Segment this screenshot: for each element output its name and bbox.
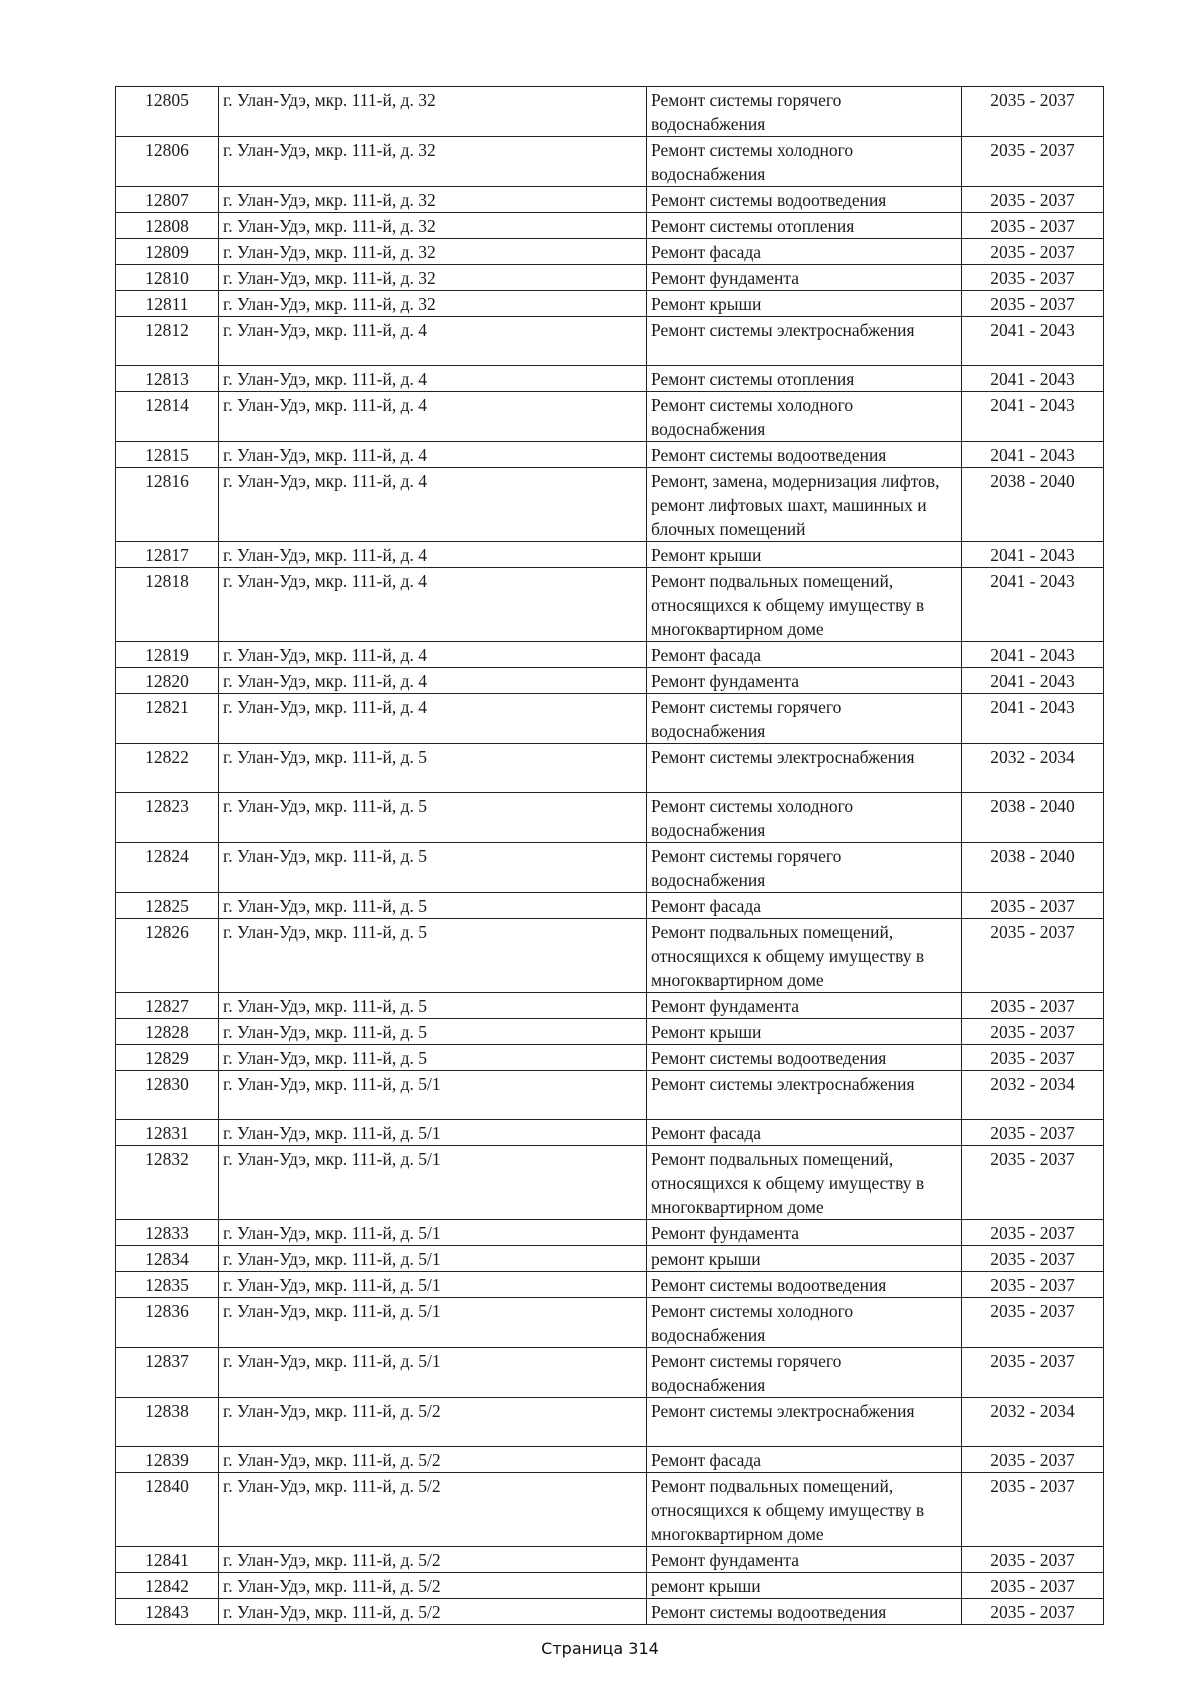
table-row	[116, 993, 1104, 1019]
row-number-cell: 12815	[116, 442, 219, 468]
address-cell: г. Улан-Удэ, мкр. 111-й, д. 5/2	[219, 1447, 647, 1473]
address-cell: г. Улан-Удэ, мкр. 111-й, д. 5/1	[219, 1071, 647, 1120]
table-row	[116, 668, 1104, 694]
address-cell: г. Улан-Удэ, мкр. 111-й, д. 5/1	[219, 1348, 647, 1398]
work-type-cell: Ремонт системы горячего водоснабжения	[647, 87, 962, 137]
period-cell: 2035 - 2037	[962, 1547, 1104, 1573]
period-cell: 2035 - 2037	[962, 87, 1104, 137]
table-row	[116, 291, 1104, 317]
work-type-cell: Ремонт, замена, модернизация лифтов, ремонт лифтовых шахт, машинных и блочных помещений	[647, 468, 962, 542]
address-cell: г. Улан-Удэ, мкр. 111-й, д. 32	[219, 291, 647, 317]
row-number-cell: 12816	[116, 468, 219, 542]
period-cell: 2035 - 2037	[962, 213, 1104, 239]
work-type-cell: Ремонт фундамента	[647, 265, 962, 291]
address-cell: г. Улан-Удэ, мкр. 111-й, д. 5	[219, 793, 647, 843]
table-row	[116, 265, 1104, 291]
address-cell: г. Улан-Удэ, мкр. 111-й, д. 5/2	[219, 1398, 647, 1447]
table-row	[116, 442, 1104, 468]
period-cell: 2035 - 2037	[962, 1348, 1104, 1398]
work-type-cell: Ремонт системы холодного водоснабжения	[647, 137, 962, 187]
table-row	[116, 1398, 1104, 1447]
work-type-cell: Ремонт крыши	[647, 1019, 962, 1045]
period-cell: 2032 - 2034	[962, 744, 1104, 793]
address-cell: г. Улан-Удэ, мкр. 111-й, д. 4	[219, 317, 647, 366]
address-cell: г. Улан-Удэ, мкр. 111-й, д. 5/1	[219, 1272, 647, 1298]
period-cell: 2035 - 2037	[962, 1473, 1104, 1547]
work-type-cell: Ремонт системы электроснабжения	[647, 1398, 962, 1447]
row-number-cell: 12805	[116, 87, 219, 137]
table-row	[116, 1473, 1104, 1547]
table-row	[116, 1120, 1104, 1146]
address-cell: г. Улан-Удэ, мкр. 111-й, д. 4	[219, 642, 647, 668]
period-cell: 2041 - 2043	[962, 442, 1104, 468]
table-row	[116, 1547, 1104, 1573]
table-row	[116, 1447, 1104, 1473]
work-type-cell: Ремонт системы водоотведения	[647, 1045, 962, 1071]
work-type-cell: Ремонт системы водоотведения	[647, 1599, 962, 1625]
period-cell: 2035 - 2037	[962, 265, 1104, 291]
period-cell: 2035 - 2037	[962, 187, 1104, 213]
row-number-cell: 12806	[116, 137, 219, 187]
address-cell: г. Улан-Удэ, мкр. 111-й, д. 32	[219, 213, 647, 239]
period-cell: 2041 - 2043	[962, 668, 1104, 694]
work-type-cell: Ремонт фасада	[647, 893, 962, 919]
work-type-cell: Ремонт системы электроснабжения	[647, 1071, 962, 1120]
row-number-cell: 12829	[116, 1045, 219, 1071]
row-number-cell: 12831	[116, 1120, 219, 1146]
row-number-cell: 12842	[116, 1573, 219, 1599]
period-cell: 2035 - 2037	[962, 1298, 1104, 1348]
address-cell: г. Улан-Удэ, мкр. 111-й, д. 5/2	[219, 1599, 647, 1625]
row-number-cell: 12813	[116, 366, 219, 392]
table-row	[116, 744, 1104, 793]
row-number-cell: 12843	[116, 1599, 219, 1625]
table-row	[116, 468, 1104, 542]
address-cell: г. Улан-Удэ, мкр. 111-й, д. 5	[219, 843, 647, 893]
address-cell: г. Улан-Удэ, мкр. 111-й, д. 5/1	[219, 1120, 647, 1146]
row-number-cell: 12832	[116, 1146, 219, 1220]
row-number-cell: 12827	[116, 993, 219, 1019]
period-cell: 2035 - 2037	[962, 1045, 1104, 1071]
period-cell: 2035 - 2037	[962, 993, 1104, 1019]
row-number-cell: 12812	[116, 317, 219, 366]
address-cell: г. Улан-Удэ, мкр. 111-й, д. 5/1	[219, 1246, 647, 1272]
address-cell: г. Улан-Удэ, мкр. 111-й, д. 5/1	[219, 1220, 647, 1246]
work-type-cell: Ремонт фундамента	[647, 993, 962, 1019]
work-type-cell: Ремонт системы водоотведения	[647, 187, 962, 213]
row-number-cell: 12838	[116, 1398, 219, 1447]
address-cell: г. Улан-Удэ, мкр. 111-й, д. 4	[219, 694, 647, 744]
period-cell: 2041 - 2043	[962, 392, 1104, 442]
page-number: Страница 314	[541, 1639, 659, 1658]
work-type-cell: Ремонт системы холодного водоснабжения	[647, 392, 962, 442]
period-cell: 2035 - 2037	[962, 893, 1104, 919]
row-number-cell: 12807	[116, 187, 219, 213]
work-type-cell: Ремонт системы электроснабжения	[647, 317, 962, 366]
address-cell: г. Улан-Удэ, мкр. 111-й, д. 5/2	[219, 1573, 647, 1599]
period-cell: 2032 - 2034	[962, 1071, 1104, 1120]
address-cell: г. Улан-Удэ, мкр. 111-й, д. 5/2	[219, 1473, 647, 1547]
address-cell: г. Улан-Удэ, мкр. 111-й, д. 32	[219, 87, 647, 137]
address-cell: г. Улан-Удэ, мкр. 111-й, д. 32	[219, 265, 647, 291]
work-type-cell: Ремонт системы холодного водоснабжения	[647, 793, 962, 843]
row-number-cell: 12824	[116, 843, 219, 893]
address-cell: г. Улан-Удэ, мкр. 111-й, д. 5	[219, 744, 647, 793]
period-cell: 2041 - 2043	[962, 317, 1104, 366]
table-row	[116, 1071, 1104, 1120]
work-type-cell: Ремонт системы горячего водоснабжения	[647, 843, 962, 893]
table-row	[116, 137, 1104, 187]
row-number-cell: 12834	[116, 1246, 219, 1272]
period-cell: 2038 - 2040	[962, 468, 1104, 542]
address-cell: г. Улан-Удэ, мкр. 111-й, д. 5/2	[219, 1547, 647, 1573]
row-number-cell: 12811	[116, 291, 219, 317]
row-number-cell: 12835	[116, 1272, 219, 1298]
row-number-cell: 12819	[116, 642, 219, 668]
table-row	[116, 1573, 1104, 1599]
table-row	[116, 694, 1104, 744]
row-number-cell: 12821	[116, 694, 219, 744]
period-cell: 2041 - 2043	[962, 642, 1104, 668]
work-type-cell: Ремонт фундамента	[647, 1220, 962, 1246]
period-cell: 2035 - 2037	[962, 291, 1104, 317]
row-number-cell: 12820	[116, 668, 219, 694]
work-type-cell: Ремонт фасада	[647, 239, 962, 265]
table-row	[116, 213, 1104, 239]
work-type-cell: Ремонт подвальных помещений, относящихся к общему имуществу в многоквартирном доме	[647, 1146, 962, 1220]
work-type-cell: ремонт крыши	[647, 1573, 962, 1599]
row-number-cell: 12817	[116, 542, 219, 568]
address-cell: г. Улан-Удэ, мкр. 111-й, д. 5	[219, 1019, 647, 1045]
period-cell: 2035 - 2037	[962, 137, 1104, 187]
period-cell: 2041 - 2043	[962, 568, 1104, 642]
period-cell: 2035 - 2037	[962, 1272, 1104, 1298]
table-row	[116, 1298, 1104, 1348]
address-cell: г. Улан-Удэ, мкр. 111-й, д. 4	[219, 568, 647, 642]
row-number-cell: 12841	[116, 1547, 219, 1573]
period-cell: 2038 - 2040	[962, 843, 1104, 893]
address-cell: г. Улан-Удэ, мкр. 111-й, д. 5	[219, 993, 647, 1019]
table-row	[116, 793, 1104, 843]
row-number-cell: 12826	[116, 919, 219, 993]
table-row	[116, 893, 1104, 919]
work-type-cell: Ремонт фасада	[647, 1447, 962, 1473]
table-row	[116, 642, 1104, 668]
table-row	[116, 187, 1104, 213]
repair-schedule-table	[115, 86, 1104, 1625]
address-cell: г. Улан-Удэ, мкр. 111-й, д. 5	[219, 1045, 647, 1071]
period-cell: 2035 - 2037	[962, 1120, 1104, 1146]
table-row	[116, 1220, 1104, 1246]
work-type-cell: Ремонт фасада	[647, 1120, 962, 1146]
table-row	[116, 843, 1104, 893]
address-cell: г. Улан-Удэ, мкр. 111-й, д. 4	[219, 668, 647, 694]
row-number-cell: 12830	[116, 1071, 219, 1120]
period-cell: 2041 - 2043	[962, 366, 1104, 392]
table-row	[116, 1246, 1104, 1272]
work-type-cell: ремонт крыши	[647, 1246, 962, 1272]
period-cell: 2035 - 2037	[962, 1146, 1104, 1220]
row-number-cell: 12810	[116, 265, 219, 291]
address-cell: г. Улан-Удэ, мкр. 111-й, д. 32	[219, 137, 647, 187]
row-number-cell: 12818	[116, 568, 219, 642]
table-row	[116, 392, 1104, 442]
work-type-cell: Ремонт подвальных помещений, относящихся к общему имуществу в многоквартирном доме	[647, 1473, 962, 1547]
address-cell: г. Улан-Удэ, мкр. 111-й, д. 4	[219, 392, 647, 442]
work-type-cell: Ремонт подвальных помещений, относящихся к общему имуществу в многоквартирном доме	[647, 919, 962, 993]
period-cell: 2035 - 2037	[962, 1246, 1104, 1272]
table-row	[116, 542, 1104, 568]
row-number-cell: 12814	[116, 392, 219, 442]
period-cell: 2035 - 2037	[962, 1019, 1104, 1045]
work-type-cell: Ремонт системы водоотведения	[647, 442, 962, 468]
row-number-cell: 12825	[116, 893, 219, 919]
work-type-cell: Ремонт системы горячего водоснабжения	[647, 1348, 962, 1398]
work-type-cell: Ремонт системы отопления	[647, 366, 962, 392]
row-number-cell: 12840	[116, 1473, 219, 1547]
address-cell: г. Улан-Удэ, мкр. 111-й, д. 32	[219, 187, 647, 213]
table-row	[116, 87, 1104, 137]
row-number-cell: 12828	[116, 1019, 219, 1045]
table-row	[116, 366, 1104, 392]
period-cell: 2035 - 2037	[962, 1599, 1104, 1625]
period-cell: 2041 - 2043	[962, 694, 1104, 744]
period-cell: 2038 - 2040	[962, 793, 1104, 843]
table-row	[116, 1019, 1104, 1045]
row-number-cell: 12822	[116, 744, 219, 793]
table-row	[116, 1045, 1104, 1071]
row-number-cell: 12839	[116, 1447, 219, 1473]
work-type-cell: Ремонт фундамента	[647, 668, 962, 694]
row-number-cell: 12823	[116, 793, 219, 843]
address-cell: г. Улан-Удэ, мкр. 111-й, д. 4	[219, 542, 647, 568]
table-row	[116, 239, 1104, 265]
period-cell: 2041 - 2043	[962, 542, 1104, 568]
address-cell: г. Улан-Удэ, мкр. 111-й, д. 5/1	[219, 1146, 647, 1220]
work-type-cell: Ремонт крыши	[647, 291, 962, 317]
address-cell: г. Улан-Удэ, мкр. 111-й, д. 4	[219, 366, 647, 392]
work-type-cell: Ремонт фасада	[647, 642, 962, 668]
address-cell: г. Улан-Удэ, мкр. 111-й, д. 5	[219, 893, 647, 919]
table-row	[116, 1599, 1104, 1625]
table-row	[116, 1348, 1104, 1398]
work-type-cell: Ремонт системы водоотведения	[647, 1272, 962, 1298]
period-cell: 2035 - 2037	[962, 1573, 1104, 1599]
period-cell: 2035 - 2037	[962, 239, 1104, 265]
row-number-cell: 12808	[116, 213, 219, 239]
period-cell: 2035 - 2037	[962, 1447, 1104, 1473]
period-cell: 2032 - 2034	[962, 1398, 1104, 1447]
table-body	[116, 87, 1104, 1625]
address-cell: г. Улан-Удэ, мкр. 111-й, д. 4	[219, 442, 647, 468]
address-cell: г. Улан-Удэ, мкр. 111-й, д. 32	[219, 239, 647, 265]
row-number-cell: 12833	[116, 1220, 219, 1246]
table-row	[116, 1272, 1104, 1298]
work-type-cell: Ремонт подвальных помещений, относящихся к общему имуществу в многоквартирном доме	[647, 568, 962, 642]
table-row	[116, 568, 1104, 642]
row-number-cell: 12837	[116, 1348, 219, 1398]
period-cell: 2035 - 2037	[962, 1220, 1104, 1246]
row-number-cell: 12836	[116, 1298, 219, 1348]
work-type-cell: Ремонт системы горячего водоснабжения	[647, 694, 962, 744]
work-type-cell: Ремонт системы отопления	[647, 213, 962, 239]
work-type-cell: Ремонт фундамента	[647, 1547, 962, 1573]
table-row	[116, 1146, 1104, 1220]
work-type-cell: Ремонт системы электроснабжения	[647, 744, 962, 793]
address-cell: г. Улан-Удэ, мкр. 111-й, д. 5/1	[219, 1298, 647, 1348]
work-type-cell: Ремонт крыши	[647, 542, 962, 568]
work-type-cell: Ремонт системы холодного водоснабжения	[647, 1298, 962, 1348]
row-number-cell: 12809	[116, 239, 219, 265]
table-row	[116, 317, 1104, 366]
address-cell: г. Улан-Удэ, мкр. 111-й, д. 4	[219, 468, 647, 542]
table-row	[116, 919, 1104, 993]
address-cell: г. Улан-Удэ, мкр. 111-й, д. 5	[219, 919, 647, 993]
period-cell: 2035 - 2037	[962, 919, 1104, 993]
